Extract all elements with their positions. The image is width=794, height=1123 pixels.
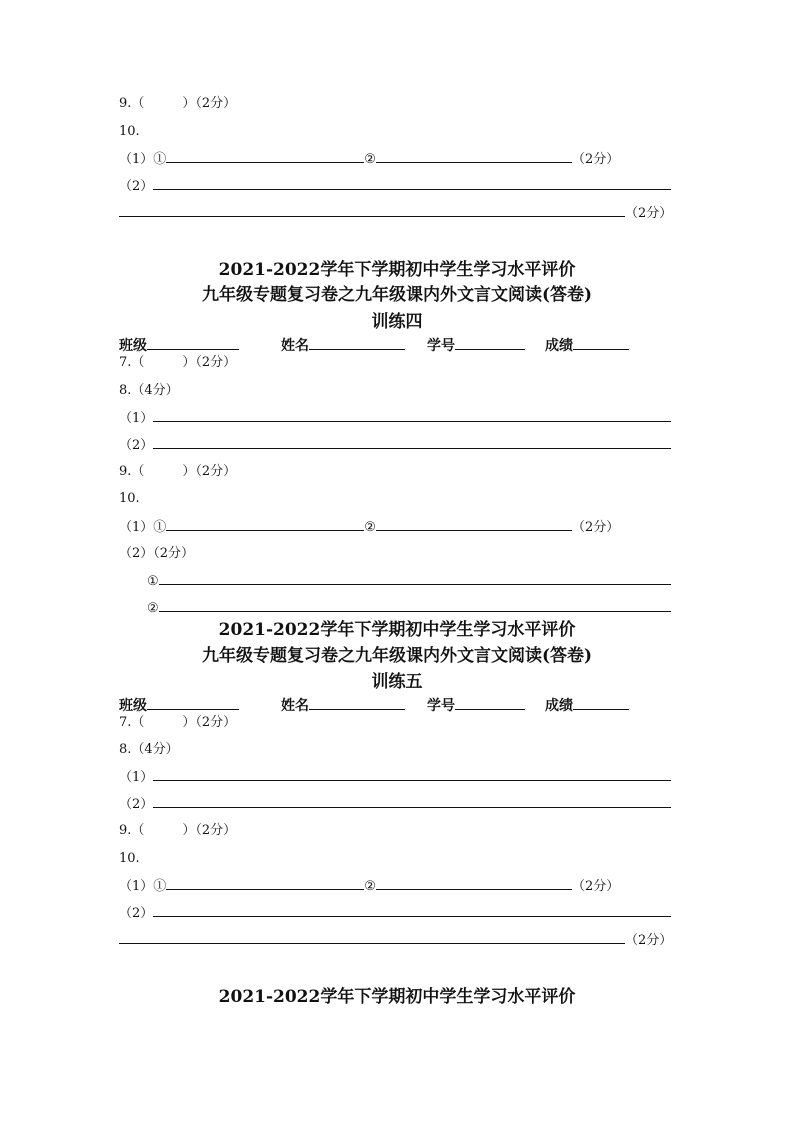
answer-blank[interactable] (153, 905, 671, 917)
q9-line (119, 464, 236, 480)
q8-1-line (119, 769, 671, 786)
q10-2-prefix: （2） (119, 179, 154, 194)
q10-2-cont-line (119, 205, 672, 222)
q7-label: 7.（ (119, 355, 145, 370)
exam-title: 2021-2022学年下学期初中学生学习水平评价 (218, 620, 576, 640)
q9-score: ）（2分） (182, 464, 237, 479)
q10-2-label: （2）（2分） (119, 546, 195, 561)
q10-1-line (119, 878, 619, 895)
q9-line (119, 96, 236, 112)
q10-1-line (119, 151, 619, 168)
answer-blank[interactable] (153, 796, 671, 808)
q10-1-score: （2分） (571, 152, 620, 167)
id-label: 学号 (427, 698, 455, 714)
answer-blank[interactable] (166, 519, 364, 531)
q10-label: 10. (119, 851, 140, 866)
q9-label: 9.（ (119, 464, 145, 479)
class-label: 班级 (119, 698, 147, 714)
name-blank[interactable] (309, 337, 405, 350)
q7-line (119, 355, 236, 371)
q9-label: 9.（ (119, 823, 145, 838)
answer-blank[interactable] (376, 878, 572, 890)
answer-blank[interactable] (119, 932, 625, 944)
q8-label: 8.（4分） (119, 383, 179, 398)
exam-subtitle: 九年级专题复习卷之九年级课内外文言文阅读(答卷) (201, 285, 593, 305)
answer-blank[interactable] (153, 769, 671, 781)
q10-1-score: （2分） (571, 879, 620, 894)
q10-1-line (119, 519, 619, 536)
q8-1-prefix: （1） (119, 411, 154, 426)
class-blank[interactable] (147, 697, 239, 710)
q9-score: ）（2分） (182, 96, 237, 111)
score-blank[interactable] (573, 337, 629, 350)
class-label: 班级 (119, 338, 147, 354)
score-label: 成绩 (545, 338, 573, 354)
q10-2-line (119, 178, 671, 195)
q8-2-line (119, 796, 671, 813)
class-blank[interactable] (147, 337, 239, 350)
exam-subtitle: 九年级专题复习卷之九年级课内外文言文阅读(答卷) (201, 646, 593, 666)
q8-2-prefix: （2） (119, 797, 154, 812)
q7-label: 7.（ (119, 715, 145, 730)
q9-line (119, 823, 236, 839)
q10-2-score: （2分） (625, 933, 673, 948)
answer-blank[interactable] (153, 437, 671, 449)
q10-1-prefix: （1） (119, 520, 154, 535)
id-label: 学号 (427, 338, 455, 354)
marker-1: ① (153, 879, 167, 894)
student-info-row (119, 697, 639, 713)
marker-2: ② (147, 601, 159, 616)
answer-blank[interactable] (159, 600, 671, 612)
name-field[interactable] (281, 337, 405, 354)
marker-1: ① (147, 574, 159, 589)
id-blank[interactable] (455, 697, 525, 710)
name-label: 姓名 (281, 338, 309, 354)
exam-title: 2021-2022学年下学期初中学生学习水平评价 (218, 987, 576, 1007)
exam-title: 2021-2022学年下学期初中学生学习水平评价 (218, 260, 576, 280)
answer-blank[interactable] (166, 878, 364, 890)
answer-blank[interactable] (159, 573, 671, 585)
answer-blank[interactable] (119, 205, 625, 217)
train-title: 训练四 (371, 312, 423, 332)
marker-2: ② (364, 879, 376, 894)
q7-line (119, 715, 236, 731)
marker-1: ① (153, 152, 167, 167)
answer-blank[interactable] (376, 519, 572, 531)
id-field[interactable] (427, 337, 525, 354)
q10-2-score: （2分） (625, 206, 673, 221)
name-blank[interactable] (309, 697, 405, 710)
answer-blank[interactable] (376, 151, 572, 163)
name-label: 姓名 (281, 698, 309, 714)
name-field[interactable] (281, 697, 405, 714)
id-field[interactable] (427, 697, 525, 714)
q10-2-sub1-line (147, 573, 671, 590)
marker-1: ① (153, 520, 167, 535)
q10-1-prefix: （1） (119, 152, 154, 167)
q7-score: ）（2分） (182, 355, 237, 370)
q9-label: 9.（ (119, 96, 145, 111)
answer-blank[interactable] (153, 410, 671, 422)
score-label: 成绩 (545, 698, 573, 714)
q8-1-line (119, 410, 671, 427)
q8-2-line (119, 437, 671, 454)
q10-2-sub2-line (147, 600, 671, 617)
q10-1-prefix: （1） (119, 879, 154, 894)
q10-label: 10. (119, 491, 140, 506)
marker-2: ② (364, 152, 376, 167)
answer-blank[interactable] (166, 151, 364, 163)
q8-label: 8.（4分） (119, 742, 179, 757)
score-blank[interactable] (573, 697, 629, 710)
answer-blank[interactable] (153, 178, 671, 190)
q10-1-score: （2分） (571, 520, 620, 535)
id-blank[interactable] (455, 337, 525, 350)
q7-score: ）（2分） (182, 715, 237, 730)
student-info-row (119, 337, 639, 353)
class-field[interactable] (119, 697, 239, 714)
q8-2-prefix: （2） (119, 438, 154, 453)
class-field[interactable] (119, 337, 239, 354)
score-field[interactable] (545, 337, 629, 354)
score-field[interactable] (545, 697, 629, 714)
q10-label: 10. (119, 124, 140, 139)
q10-2-cont-line (119, 932, 672, 949)
q9-score: ）（2分） (182, 823, 237, 838)
train-title: 训练五 (371, 672, 423, 692)
q10-2-prefix: （2） (119, 906, 154, 921)
q8-1-prefix: （1） (119, 770, 154, 785)
marker-2: ② (364, 520, 376, 535)
q10-2-line (119, 905, 671, 922)
